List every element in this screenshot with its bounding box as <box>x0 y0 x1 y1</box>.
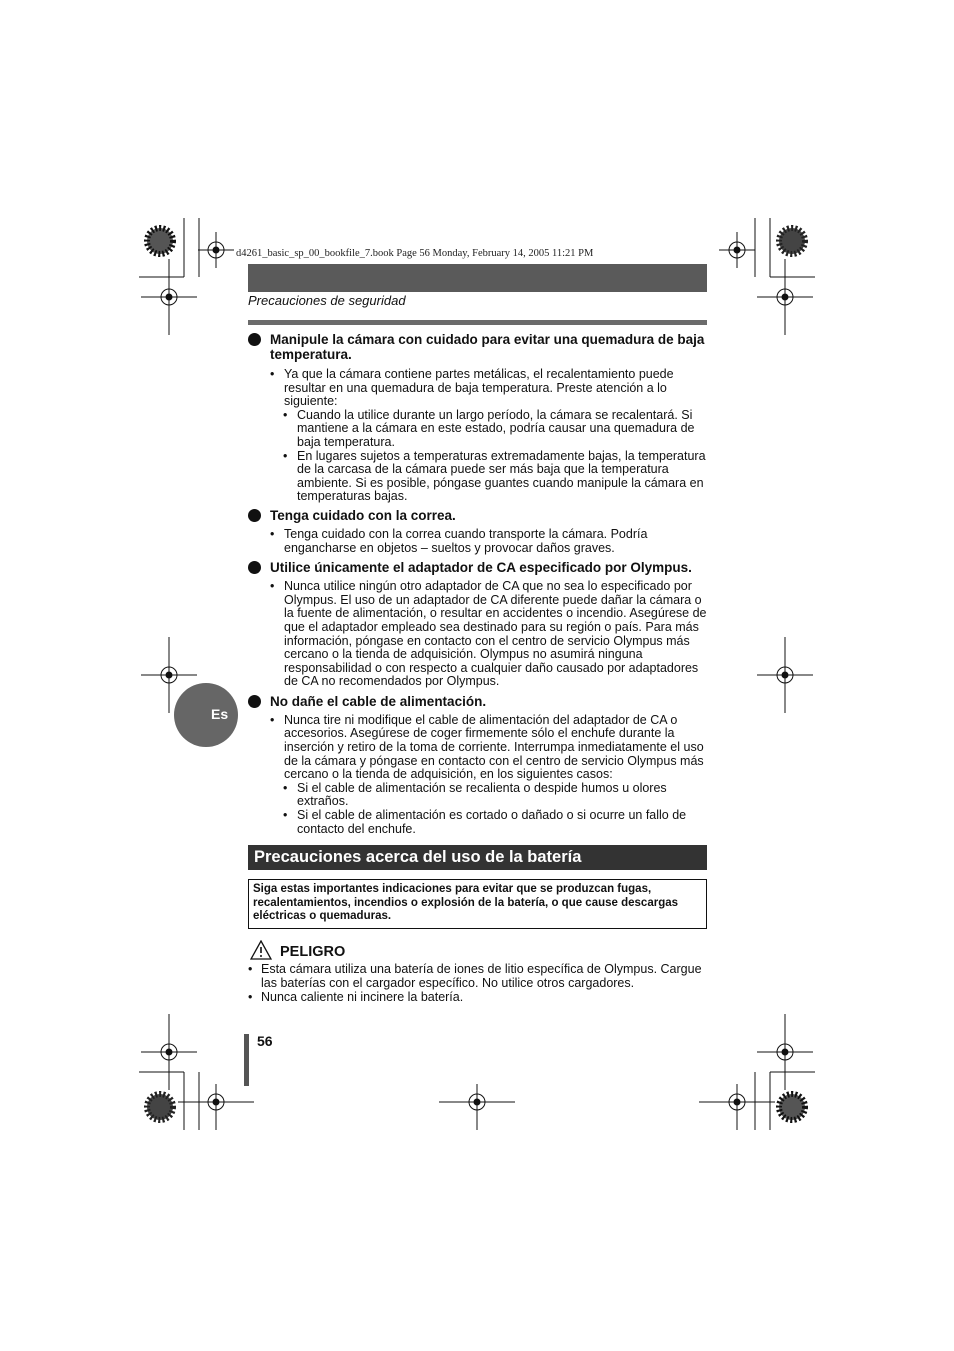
precaution-section <box>248 508 707 555</box>
precautions-content <box>248 332 707 836</box>
battery-notice-box: Siga estas importantes indicaciones para evitar que se produzcan fugas, recalentamientos, incendios o explosión de la batería, o que cause descargas eléctricas o quemaduras. <box>248 879 707 929</box>
precaution-section <box>248 694 707 836</box>
precaution-heading: No dañe el cable de alimentación. <box>248 694 707 709</box>
precaution-section <box>248 560 707 689</box>
list-item: • Tenga cuidado con la correa cuando transporte la cámara. Podría engancharse en objetos – sueltos y provocar daños graves. <box>248 528 707 555</box>
header-band <box>248 264 707 292</box>
danger-label: PELIGRO <box>280 944 346 960</box>
section-title: Precauciones de seguridad <box>248 293 406 308</box>
language-tab-label: Es <box>211 706 229 722</box>
list-item: • Nunca tire ni modifique el cable de alimentación del adaptador de CA o accesorios. Asegúrese de coger firmemente sólo el enchufe durante la inserción y retiro de la toma de corriente. Interrumpa inmediatamente el uso de la cámara y póngase en contacto con el centro de servicio Olympus más cercano o la tienda de adquisición, en los siguientes casos: <box>248 714 707 782</box>
danger-item: • Esta cámara utiliza una batería de iones de litio específica de Olympus. Cargue las baterías con el cargador específico. No utilice otros cargadores. <box>248 963 707 990</box>
bullet-icon <box>248 561 261 574</box>
bullet-icon <box>248 333 261 346</box>
bullet-icon <box>248 695 261 708</box>
danger-item: • Nunca caliente ni incinere la batería. <box>248 991 707 1005</box>
danger-heading <box>250 940 345 960</box>
precaution-heading: Tenga cuidado con la correa. <box>248 508 707 523</box>
sub-list-item: • Si el cable de alimentación es cortado o dañado o si ocurre un fallo de contacto del enchufe. <box>248 809 707 836</box>
list-item: • Ya que la cámara contiene partes metálicas, el recalentamiento puede resultar en una quemadura de baja temperatura. Preste atención a lo siguiente: <box>248 368 707 409</box>
header-rule <box>248 320 707 325</box>
bullet-icon <box>248 509 261 522</box>
language-tab <box>174 683 238 747</box>
precaution-heading: Utilice únicamente el adaptador de CA especificado por Olympus. <box>248 560 707 575</box>
danger-list <box>248 963 707 1006</box>
list-item: • Nunca utilice ningún otro adaptador de CA que no sea lo especificado por Olympus. El uso de un adaptador de CA diferente puede dañar la cámara o la fuente de alimentación, o resultar en accidentes o incendio. Asegúrese de que el adaptador empleado sea destinado para su región o país. Para más información, póngase en contacto con el centro de servicio Olympus más cercano o la tienda de adquisición. Olympus no asumirá ninguna responsabilidad o con respecto a cualquier daño causado por adaptadores de CA no recomendados por Olympus. <box>248 580 707 689</box>
sub-list-item: • En lugares sujetos a temperaturas extremadamente bajas, la temperatura de la carcasa de la cámara puede ser más baja que la temperatura ambiente. Si es posible, póngase guantes cuando manipule la cámara en temperaturas bajas. <box>248 450 707 504</box>
precaution-section <box>248 332 707 504</box>
warning-triangle-icon <box>250 940 272 960</box>
page-number: 56 <box>257 1033 273 1049</box>
print-header: d4261_basic_sp_00_bookfile_7.book Page 56 Monday, February 14, 2005 11:21 PM <box>236 248 594 259</box>
sub-list-item: • Si el cable de alimentación se recalienta o despide humos u olores extraños. <box>248 782 707 809</box>
battery-section-title: Precauciones acerca del uso de la batería <box>248 845 707 870</box>
sub-list-item: • Cuando la utilice durante un largo período, la cámara se recalentará. Si mantiene a la cámara en este estado, podría causar una quemadura de baja temperatura. <box>248 409 707 450</box>
page-number-bar <box>244 1034 249 1086</box>
precaution-heading: Manipule la cámara con cuidado para evitar una quemadura de baja temperatura. <box>248 332 707 362</box>
